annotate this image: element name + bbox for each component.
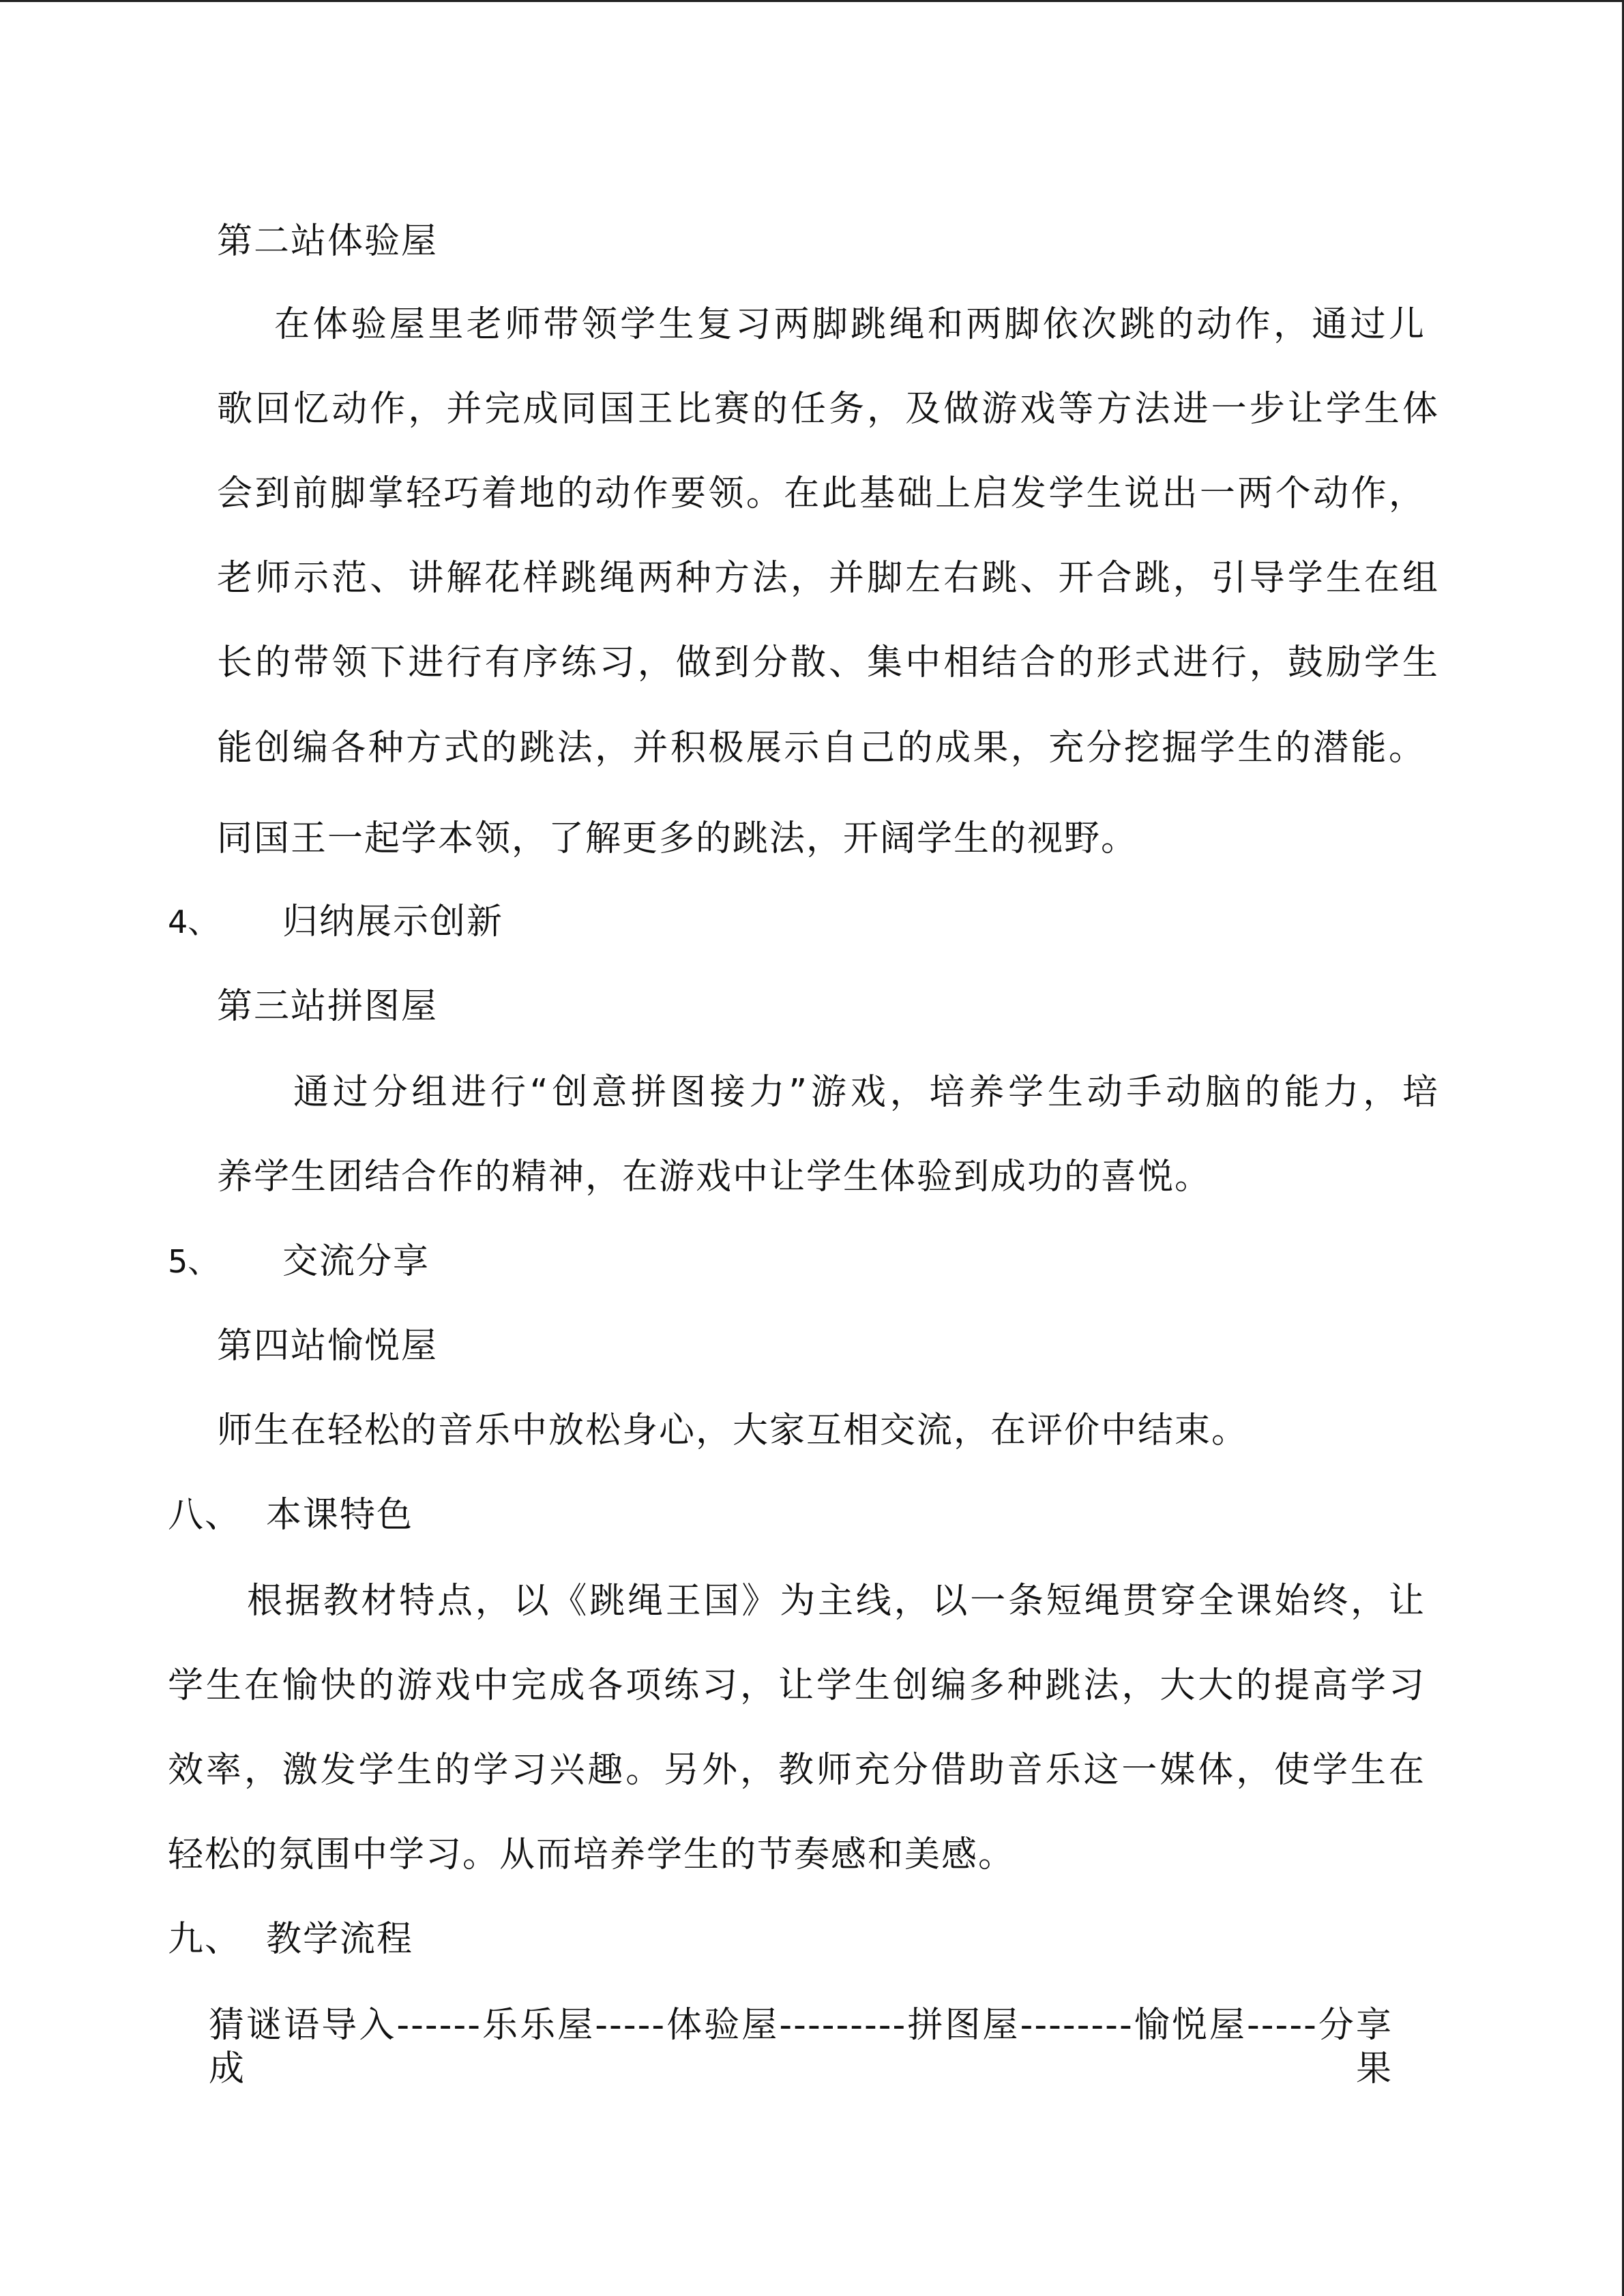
station2-para-line-7: 同国王一起学本领，了解更多的跳法，开阔学生的视野。 <box>217 818 1138 859</box>
teaching-flow-line: 猜谜语导入------乐乐屋-----体验屋---------拼图屋--------愉悦屋-----分享成果 <box>209 2005 1393 2089</box>
station4-heading: 第四站愉悦屋 <box>217 1326 439 1367</box>
section9-title: 教学流程 <box>266 1919 414 1960</box>
station2-para-line-5: 长的带领下进行有序练习，做到分散、集中相结合的形式进行，鼓励学生 <box>217 642 1439 683</box>
section8-title: 本课特色 <box>266 1495 414 1536</box>
item5-title: 交流分享 <box>282 1241 430 1282</box>
station4-para: 师生在轻松的音乐中放松身心，大家互相交流，在评价中结束。 <box>217 1410 1249 1451</box>
station2-heading: 第二站体验屋 <box>217 221 439 262</box>
station3-para-line-2: 养学生团结合作的精神，在游戏中让学生体验到成功的喜悦。 <box>217 1157 1212 1197</box>
item4-title: 归纳展示创新 <box>282 901 504 942</box>
section9-number: 九、 <box>168 1919 242 1960</box>
section8-number: 八、 <box>168 1495 242 1536</box>
station2-para-line-3: 会到前脚掌轻巧着地的动作要领。在此基础上启发学生说出一两个动作， <box>217 473 1426 514</box>
station3-heading: 第三站拼图屋 <box>217 986 439 1027</box>
section8-para-line-3: 效率，激发学生的学习兴趣。另外，教师充分借助音乐这一媒体，使学生在 <box>168 1750 1426 1791</box>
station2-para-line-4: 老师示范、讲解花样跳绳两种方法，并脚左右跳、开合跳，引导学生在组 <box>217 558 1439 599</box>
station2-para-line-2: 歌回忆动作，并完成同国王比赛的任务，及做游戏等方法进一步让学生体 <box>217 389 1439 430</box>
section8-para-line-1: 根据教材特点，以《跳绳王国》为主线，以一条短绳贯穿全课始终，让 <box>247 1581 1426 1622</box>
station2-para-line-1: 在体验屋里老师带领学生复习两脚跳绳和两脚依次跳的动作，通过儿 <box>274 304 1426 345</box>
section8-para-line-4: 轻松的氛围中学习。从而培养学生的节奏感和美感。 <box>168 1834 1016 1875</box>
station3-para-line-1: 通过分组进行“创意拼图接力”游戏，培养学生动手动脑的能力，培 <box>293 1072 1439 1113</box>
item5-number: 5、 <box>168 1243 220 1280</box>
item4-number: 4、 <box>168 904 220 940</box>
top-border-line <box>0 0 1624 2</box>
station2-para-line-6: 能创编各种方式的跳法，并积极展示自己的成果，充分挖掘学生的潜能。 <box>217 728 1426 769</box>
section8-para-line-2: 学生在愉快的游戏中完成各项练习，让学生创编多种跳法，大大的提高学习 <box>168 1665 1426 1706</box>
